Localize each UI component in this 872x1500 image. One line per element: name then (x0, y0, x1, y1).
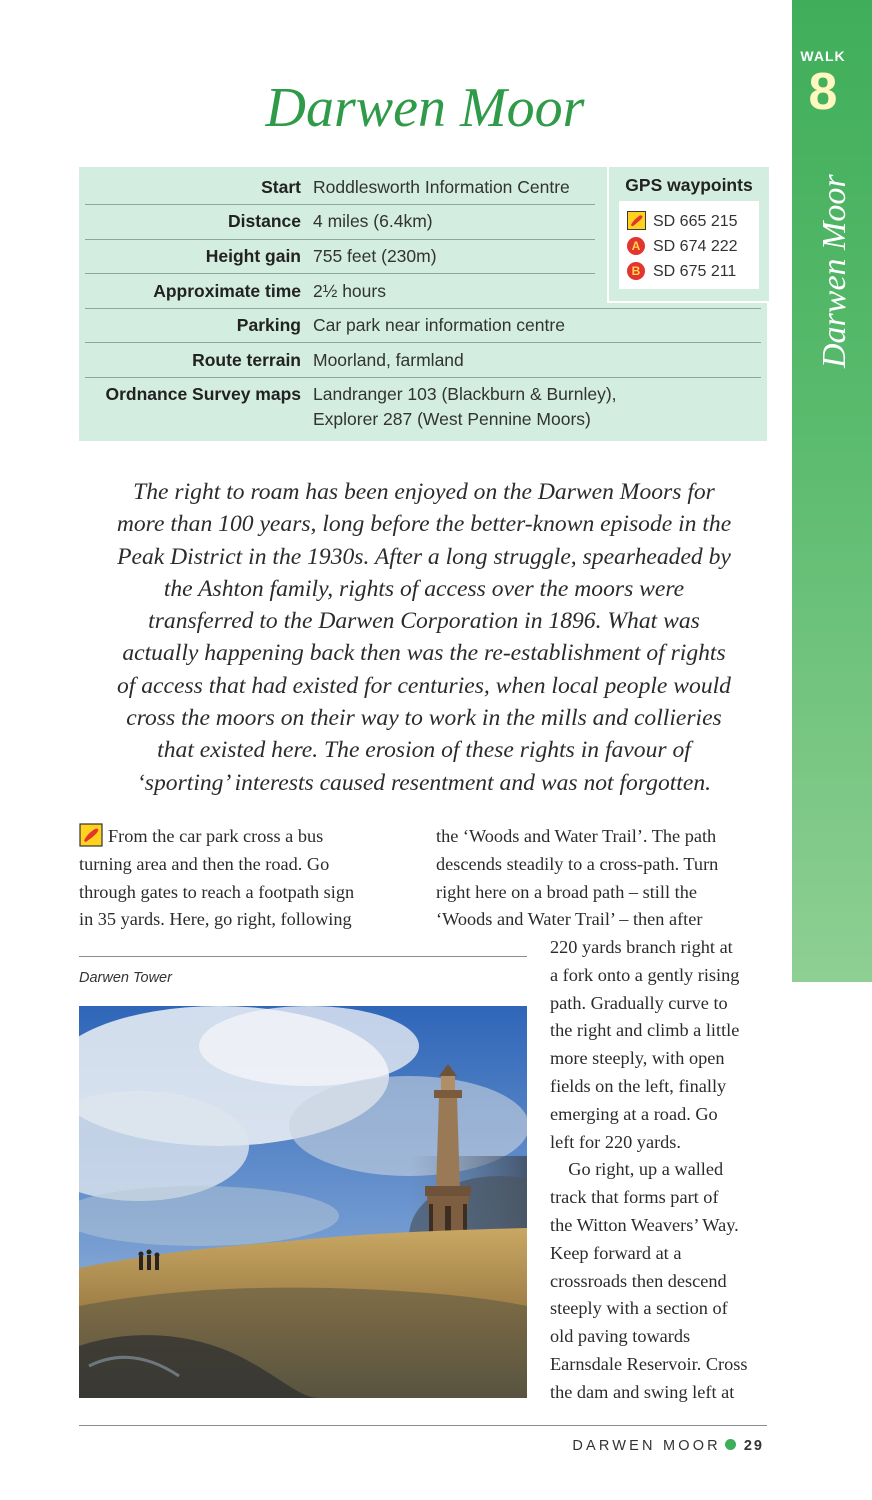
route-line: crossroads then descend (550, 1270, 727, 1291)
fact-label: Route terrain (192, 350, 301, 370)
intro-line: more than 100 years, long before the better-known episode in the (116, 511, 732, 538)
route-text-column-2 (436, 823, 766, 934)
route-line: Keep forward at a (550, 1242, 682, 1263)
start-point-icon (79, 823, 103, 847)
gps-list (619, 201, 759, 289)
route-line: ‘Woods and Water Trail’ – then after (436, 909, 703, 930)
route-text-column-1 (79, 823, 419, 934)
fact-label: Ordnance Survey maps (105, 384, 301, 404)
intro-paragraph (80, 476, 768, 799)
gps-waypoints-panel (607, 167, 769, 303)
waypoint-ref: SD 665 215 (653, 213, 738, 230)
fact-value: 2½ hours (313, 281, 386, 301)
route-line-text: From the car park cross a bus (108, 826, 324, 846)
fact-divider (85, 239, 595, 240)
waypoint-start (627, 211, 738, 233)
waypoint-a (627, 236, 738, 258)
fact-label: Parking (236, 315, 301, 335)
fact-value: 755 feet (230m) (313, 246, 437, 266)
waypoint-ref: SD 675 211 (653, 263, 737, 280)
fact-label: Distance (228, 211, 301, 231)
route-line: through gates to reach a footpath sign (79, 881, 355, 902)
fact-value: Car park near information centre (313, 315, 565, 335)
fact-divider (85, 204, 595, 205)
intro-line: the Ashton family, rights of access over the moors were (163, 575, 685, 602)
route-line: fields on the left, finally (550, 1075, 727, 1096)
fact-divider (85, 342, 761, 343)
page-footer (572, 1438, 764, 1454)
route-line: descends steadily to a cross-path. Turn (436, 853, 719, 874)
route-line (79, 823, 419, 851)
intro-line: cross the moors on their way to work in the mills and collieries (126, 705, 722, 732)
route-line: the ‘Woods and Water Trail’. The path (436, 826, 717, 846)
waypoint-b (627, 261, 736, 283)
route-line: steeply with a section of (550, 1298, 728, 1319)
page-number: 29 (743, 1438, 764, 1454)
route-text-column-3 (550, 934, 770, 1407)
fact-divider (85, 273, 595, 274)
route-line: 220 yards branch right at (550, 937, 733, 957)
route-line: emerging at a road. Go (550, 1103, 718, 1124)
intro-line: that existed here. The erosion of these rights in favour of (157, 737, 691, 764)
fact-value: 4 miles (6.4km) (313, 211, 433, 231)
intro-line: transferred to the Darwen Corporation in 1896. What was (148, 608, 700, 635)
footer-dot-icon (725, 1439, 736, 1450)
fact-label: Height gain (205, 246, 301, 266)
route-line: old paving towards (550, 1326, 691, 1347)
fact-label: Start (261, 177, 301, 197)
photo-caption: Darwen Tower (79, 970, 172, 986)
intro-line: Peak District in the 1930s. After a long struggle, spearheaded by (117, 543, 731, 570)
intro-line: The right to roam has been enjoyed on the Darwen Moors for (133, 479, 715, 505)
waypoint-b-marker-icon: B (627, 262, 645, 280)
route-line: Go right, up a walled (550, 1159, 724, 1180)
route-line: left for 220 yards. (550, 1131, 681, 1152)
route-line: track that forms part of (550, 1187, 719, 1208)
fact-value: Roddlesworth Information Centre (313, 177, 570, 197)
route-line: right here on a broad path – still the (436, 881, 697, 902)
route-line: more steeply, with open (550, 1048, 725, 1069)
footer-divider (79, 1425, 767, 1426)
darwen-tower-photo (79, 1006, 527, 1398)
fact-value-line-2: Explorer 287 (West Pennine Moors) (313, 409, 591, 429)
intro-line: ‘sporting’ interests caused resentment and was not forgotten. (136, 769, 712, 796)
walk-number: 8 (808, 63, 838, 121)
route-line: the Witton Weavers’ Way. (550, 1214, 739, 1235)
fact-value: Landranger 103 (Blackburn & Burnley), (313, 384, 617, 404)
gps-title: GPS waypoints (625, 175, 753, 195)
fact-divider (85, 308, 761, 309)
intro-line: of access that had existed for centuries, when local people would (117, 672, 731, 699)
darwen-tower-image (79, 1006, 527, 1398)
waypoint-a-marker-icon: A (627, 237, 645, 255)
route-line: in 35 yards. Here, go right, following (79, 909, 352, 930)
footer-walk-name: DARWEN MOOR (572, 1438, 721, 1454)
walk-side-tab (792, 0, 872, 982)
intro-line: actually happening back then was the re-establishment of rights (122, 640, 726, 667)
route-line: path. Gradually curve to (550, 992, 728, 1013)
start-boot-icon (627, 211, 646, 230)
caption-divider (79, 956, 527, 957)
route-line: Earnsdale Reservoir. Cross (550, 1353, 748, 1374)
route-line: the dam and swing left at (550, 1381, 735, 1402)
fact-divider (85, 377, 761, 378)
route-line: turning area and then the road. Go (79, 853, 330, 874)
side-tab-title: Darwen Moor (816, 174, 853, 368)
fact-label: Approximate time (153, 281, 301, 301)
page-title: Darwen Moor (265, 77, 585, 139)
walk-label: WALK (800, 48, 846, 64)
route-line: the right and climb a little (550, 1020, 740, 1041)
route-line: a fork onto a gently rising (550, 964, 740, 985)
waypoint-ref: SD 674 222 (653, 238, 738, 255)
fact-value: Moorland, farmland (313, 350, 464, 370)
